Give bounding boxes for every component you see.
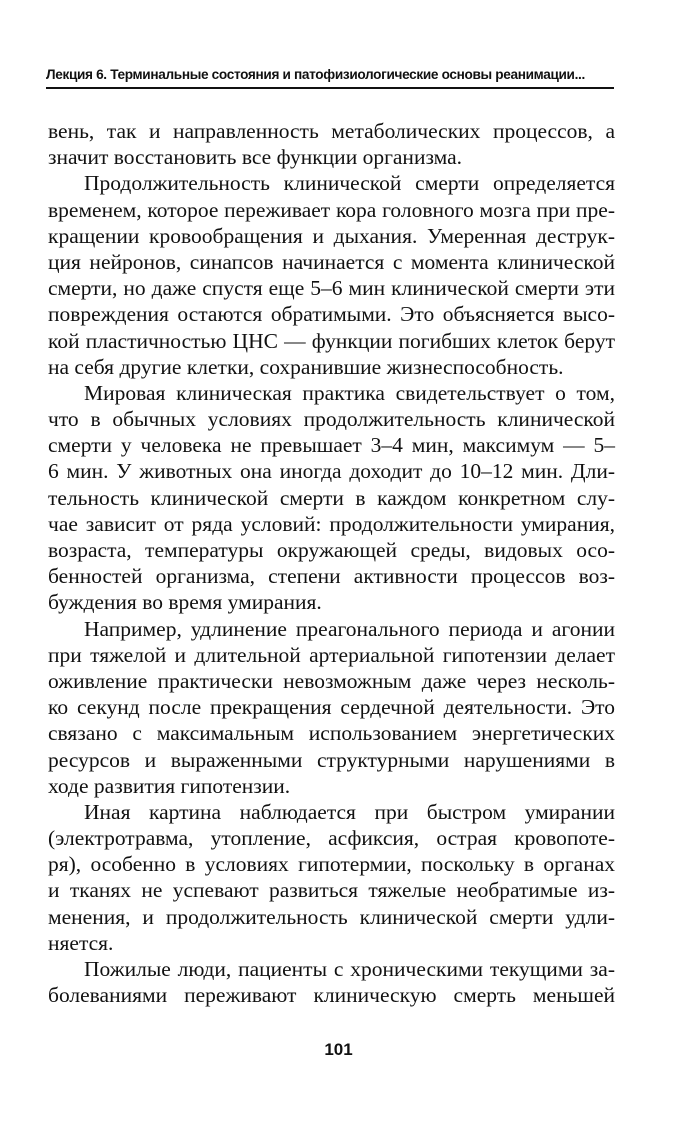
text-line: что в обычных условиях продолжительность клинической bbox=[48, 407, 615, 432]
text-line: няется. bbox=[48, 930, 114, 955]
text-line: тельность клинической смерти в каждом конкретном слу- bbox=[48, 485, 615, 510]
paragraph bbox=[48, 616, 615, 799]
text-line: вень, так и направленность метаболических процессов, а bbox=[48, 119, 615, 143]
text-line: смерти у человека не превышает 3–4 мин, максимум — 5– bbox=[48, 433, 615, 458]
text-line: Продолжительность клинической смерти определяется bbox=[84, 171, 615, 196]
text-line: смерти, но даже спустя еще 5–6 мин клинической смерти эти bbox=[48, 276, 615, 301]
body-text bbox=[48, 118, 615, 1008]
text-line: Мировая клиническая практика свидетельствует о том, bbox=[84, 380, 615, 405]
text-line: и тканях не успевают развиться тяжелые необратимые из- bbox=[48, 878, 615, 903]
text-line: бенностей организма, степени активности процессов воз- bbox=[48, 564, 615, 589]
running-title: Лекция 6. Терминальные состояния и патофизиологические основы реанимации... bbox=[46, 67, 585, 83]
text-line: болеваниями переживают клиническую смерть меньшей bbox=[48, 983, 615, 1008]
text-line: повреждения остаются обратимыми. Это объясняется высо- bbox=[48, 302, 615, 327]
text-line: на себя другие клетки, сохранившие жизнеспособность. bbox=[48, 354, 564, 379]
text-line: связано с максимальным использованием энергетических bbox=[48, 721, 615, 746]
text-line: Пожилые люди, пациенты с хроническими текущими за- bbox=[84, 957, 615, 981]
text-line: при тяжелой и длительной артериальной гипотензии делает bbox=[48, 642, 615, 667]
text-line: временем, которое переживает кора головного мозга при пре- bbox=[48, 197, 615, 222]
page-number: 101 bbox=[324, 1040, 353, 1059]
text-line: ция нейронов, синапсов начинается с момента клинической bbox=[48, 249, 615, 274]
header-rule bbox=[46, 87, 614, 89]
text-line: менения, и продолжительность клинической смерти удли- bbox=[48, 904, 615, 929]
text-line: значит восстановить все функции организма. bbox=[48, 145, 463, 170]
text-line: буждения во время умирания. bbox=[48, 590, 322, 615]
text-line: ходе развития гипотензии. bbox=[48, 773, 291, 798]
text-line: кращении кровообращения и дыхания. Умеренная деструк- bbox=[48, 223, 615, 248]
text-line: ко секунд после прекращения сердечной деятельности. Это bbox=[48, 695, 615, 720]
text-line: Иная картина наблюдается при быстром умирании bbox=[84, 799, 615, 824]
text-line: кой пластичностью ЦНС — функции погибших клеток берут bbox=[48, 328, 615, 353]
text-line: 6 мин. У животных она иногда доходит до 10–12 мин. Дли- bbox=[48, 459, 615, 484]
paragraph bbox=[48, 380, 615, 616]
text-line: чае зависит от ряда условий: продолжительности умирания, bbox=[48, 511, 615, 536]
text-line: ря), особенно в условиях гипотермии, поскольку в органах bbox=[48, 852, 615, 877]
text-line: оживление практически невозможным даже через несколь- bbox=[48, 668, 615, 693]
paragraph bbox=[48, 170, 615, 380]
paragraph bbox=[48, 118, 615, 170]
paragraph bbox=[48, 799, 615, 956]
text-line: Например, удлинение преагонального периода и агонии bbox=[84, 616, 615, 641]
text-line: ресурсов и выраженными структурными нарушениями в bbox=[48, 747, 615, 772]
paragraph bbox=[48, 956, 615, 1008]
text-line: возраста, температуры окружающей среды, видовых осо- bbox=[48, 538, 615, 562]
text-line: (электротравма, утопление, асфиксия, острая кровопоте- bbox=[48, 826, 615, 851]
